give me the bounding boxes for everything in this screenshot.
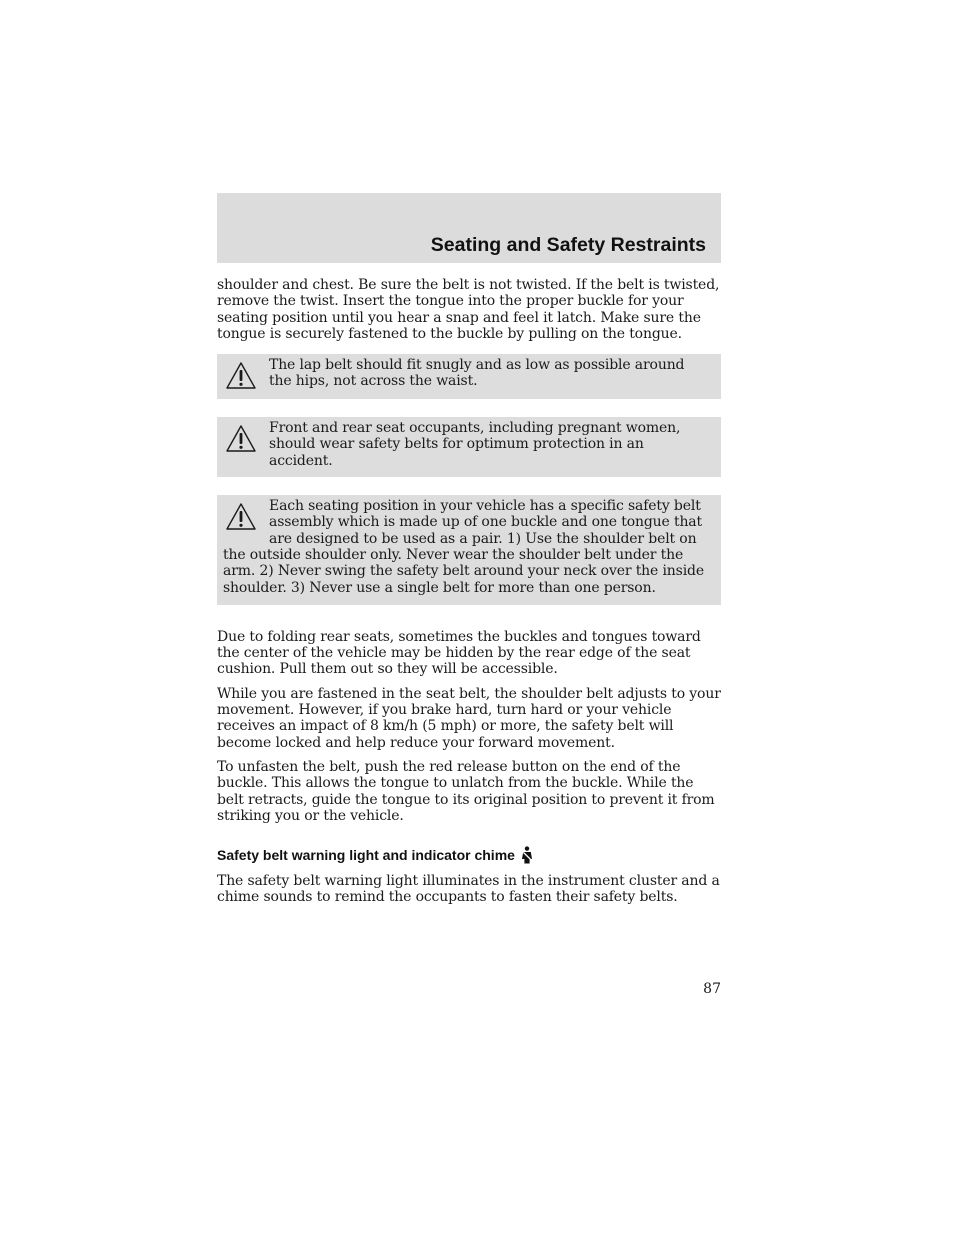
section-paragraph: The safety belt warning light illuminates in the instrument cluster and a chime sounds to remind the occupants to fasten their safety belts.: [217, 873, 720, 906]
warning-text: The lap belt should fit snugly and as low as possible around the hips, not across the waist.: [269, 357, 685, 390]
warning-box-occupants: [217, 417, 721, 477]
page-header-band: [217, 193, 721, 263]
section-heading: [217, 846, 723, 864]
warning-box-seating-position: [217, 495, 721, 605]
warning-triangle-icon: [225, 502, 257, 532]
page-title: Seating and Safety Restraints: [430, 234, 706, 256]
warning-triangle-icon: [225, 424, 257, 454]
paragraph-folding-seats: Due to folding rear seats, sometimes the buckles and tongues toward the center of the vehicle may be hidden by the rear edge of the seat cushion. Pull them out so they will be accessible.: [217, 628, 701, 678]
warning-triangle-icon: [225, 361, 257, 391]
section-heading-text: Safety belt warning light and indicator chime: [217, 847, 515, 864]
paragraph-unfasten: To unfasten the belt, push the red release button on the end of the buckle. This allows the tongue to unlatch from the buckle. While the belt retracts, guide the tongue to its original position to prevent it from striking you or the vehicle.: [217, 758, 715, 824]
paragraph-shoulder-belt: While you are fastened in the seat belt, the shoulder belt adjusts to your movement. However, if you brake hard, turn hard or your vehicle receives an impact of 8 km/h (5 mph) or more, the safety belt will become locked and help reduce your forward movement.: [217, 685, 721, 751]
intro-paragraph: shoulder and chest. Be sure the belt is not twisted. If the belt is twisted, remove the twist. Insert the tongue into the proper buckle for your seating position until you hear a snap and feel it latch. Make sure the tongue is securely fastened to the buckle by pulling on the tongue.: [217, 277, 720, 342]
page-content: [217, 277, 723, 906]
warning-text: Front and rear seat occupants, including pregnant women, should wear safety belts for optimum protection in an accident.: [269, 420, 681, 469]
warning-text: Each seating position in your vehicle has a specific safety belt assembly which is made up of one buckle and one tongue that are designed to be used as a pair. 1) Use the shoulder belt on the outside shoulder only. Never wear the shoulder belt under the arm. 2) Never swing the safety belt around your neck over the inside shoulder. 3) Never use a single belt for more than one person.: [223, 498, 704, 596]
seatbelt-person-icon: [520, 846, 534, 864]
page-number: 87: [703, 981, 721, 997]
warning-box-lap-belt: [217, 354, 721, 399]
